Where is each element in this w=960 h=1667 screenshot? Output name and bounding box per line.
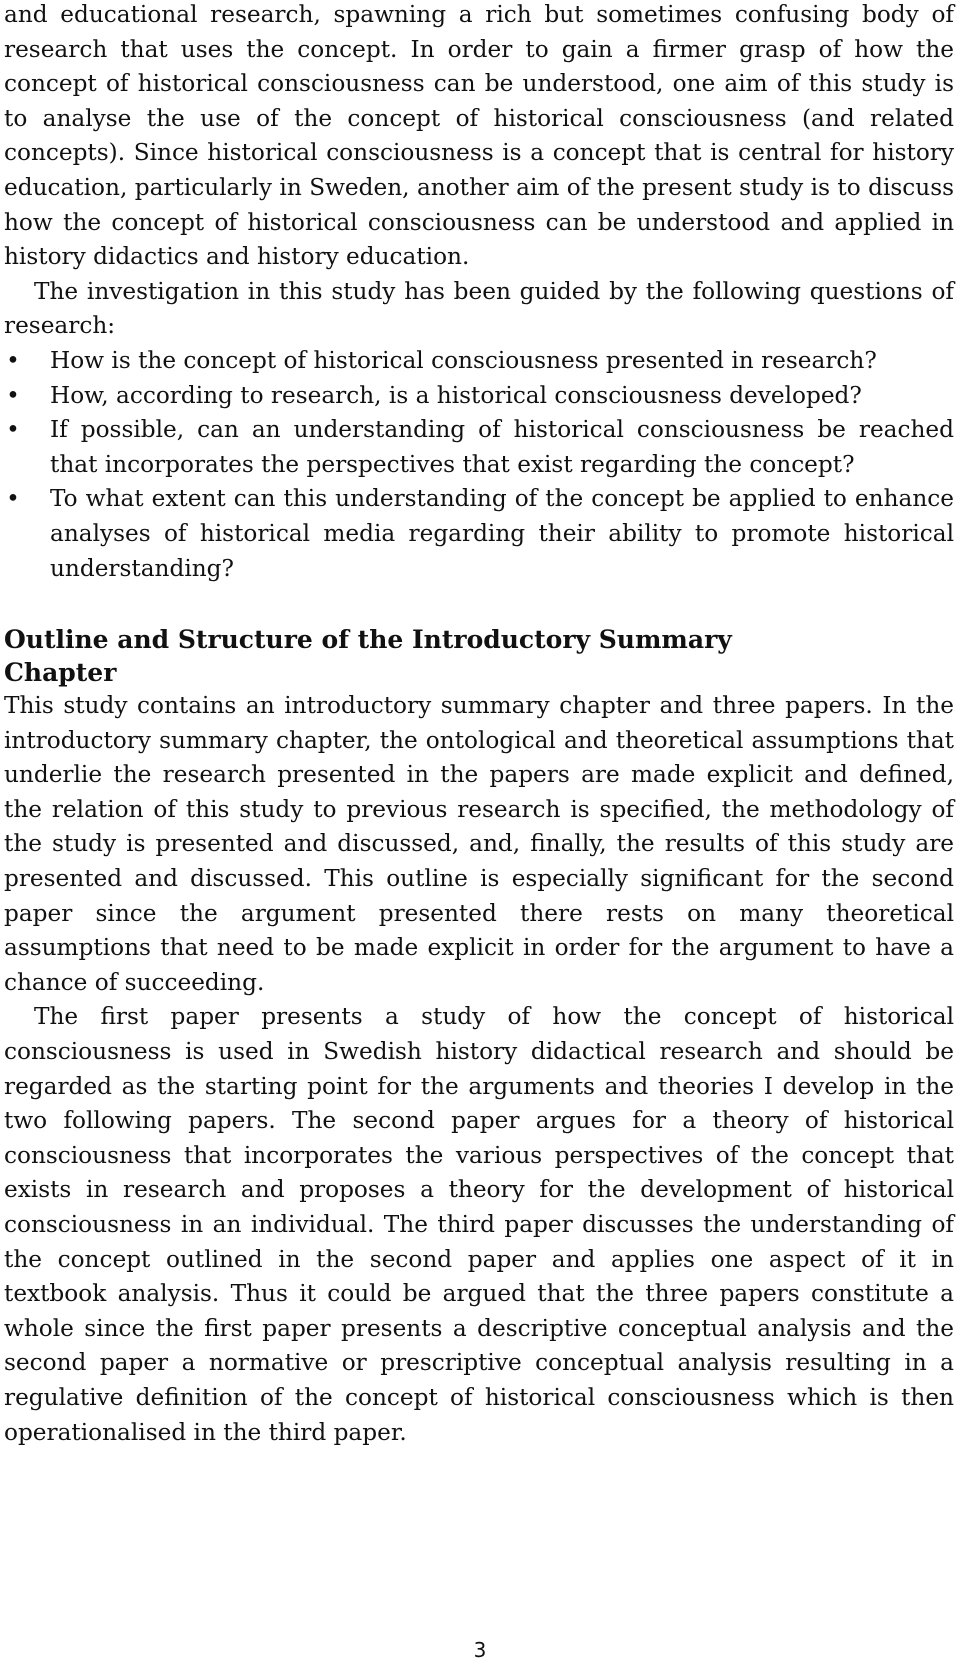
questions-intro-paragraph: The investigation in this study has been guided by the following questions of research: [4,277,954,340]
list-item [4,482,954,586]
page-number: 3 [473,1638,487,1662]
question-text: If possible, can an understanding of historical consciousness be reached that incorporates the perspectives that exist regarding the concept? [50,416,954,478]
bullet-icon: • [6,416,20,444]
bullet-icon: • [6,485,20,513]
list-item [4,413,954,482]
question-text: How, according to research, is a historical consciousness developed? [50,381,862,409]
question-text: How is the concept of historical consciousness presented in research? [50,346,877,374]
outline-paragraph-2: The first paper presents a study of how the concept of historical consciousness is used in Swedish history didactical research and should be regarded as the starting point for the arguments and theories I develop in the two following papers. The second paper argues for a theory of historical consciousness that incorporates the various perspectives of the concept that exists in research and proposes a theory for the development of historical consciousness in an individual. The third paper discusses the understanding of the concept outlined in the second paper and applies one aspect of it in textbook analysis. Thus it could be argued that the three papers constitute a whole since the first paper presents a descriptive conceptual analysis and the second paper a normative or prescriptive conceptual analysis resulting in a regulative definition of the concept of historical consciousness which is then operationalised in the third paper. [4,1003,954,1446]
intro-paragraph: and educational research, spawning a rich but sometimes confusing body of research that uses the concept. In order to gain a firmer grasp of how the concept of historical consciousness can be understood, one aim of this study is to analyse the use of the concept of historical consciousness (and related concepts). Since historical consciousness is a concept that is central for history education, particularly in Sweden, another aim of the present study is to discuss how the concept of historical consciousness can be understood and applied in history didactics and history education. [4,1,954,271]
document-page [4,0,954,1450]
question-text: To what extent can this understanding of the concept be applied to enhance analyses of historical media regarding their ability to promote historical understanding? [50,485,954,582]
bullet-icon: • [6,381,20,409]
list-item [4,344,954,379]
bullet-icon: • [6,346,20,374]
list-item [4,379,954,414]
research-questions-list [4,344,954,586]
section-heading: Outline and Structure of the Introductory Summary Chapter [4,625,732,688]
outline-paragraph-1: This study contains an introductory summary chapter and three papers. In the introductory summary chapter, the ontological and theoretical assumptions that underlie the research presented in the papers are made explicit and defined, the relation of this study to previous research is specified, the methodology of the study is presented and discussed, and, finally, the results of this study are presented and discussed. This outline is especially significant for the second paper since the argument presented there rests on many theoretical assumptions that need to be made explicit in order for the argument to have a chance of succeeding. [4,692,954,996]
